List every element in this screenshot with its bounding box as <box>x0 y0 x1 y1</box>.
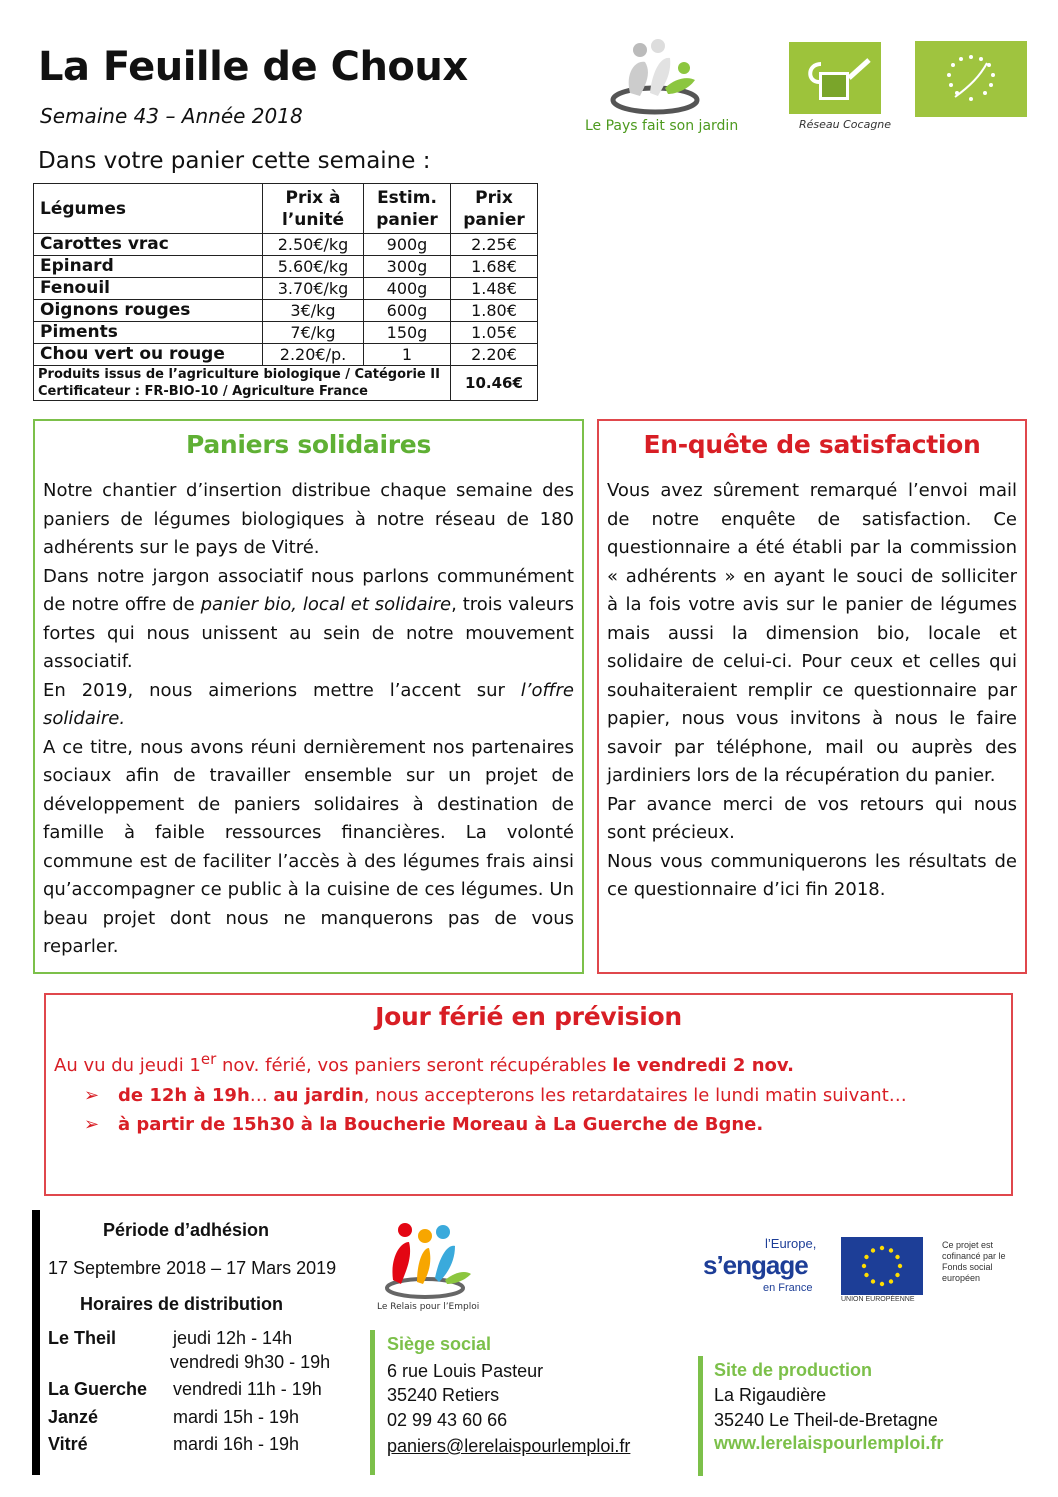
unit-price: 2.20€/p. <box>263 344 364 366</box>
estimate: 400g <box>364 278 451 300</box>
estimate: 300g <box>364 256 451 278</box>
siege-email-link[interactable]: paniers@lerelaispourlemploi.fr <box>387 1436 631 1456</box>
eu-flag-icon <box>841 1237 923 1295</box>
site-title: Site de production <box>714 1360 873 1380</box>
basket-price: 1.05€ <box>451 322 538 344</box>
table-row <box>34 322 538 344</box>
certification-note <box>34 366 451 401</box>
eu-cofinance-text: Ce projet est cofinancé par le Fonds social européen <box>942 1240 1006 1283</box>
page-title: La Feuille de Choux <box>38 44 468 90</box>
unit-price: 3.70€/kg <box>263 278 364 300</box>
ferie-bullet-2-text: à partir de 15h30 à la Boucherie Moreau à La Guerche de Bgne. <box>118 1114 764 1135</box>
unit-price: 3€/kg <box>263 300 364 322</box>
table-row <box>34 256 538 278</box>
unit-price: 7€/kg <box>263 322 364 344</box>
estimate: 1 <box>364 344 451 366</box>
solidaires-p2-text-end: , trois valeurs fortes qui nous unissent au sein de notre mouvement associatif. <box>43 594 574 672</box>
schedule-place: La Guerche <box>48 1379 148 1399</box>
site-divider-bar <box>698 1356 703 1476</box>
basket-price: 1.68€ <box>451 256 538 278</box>
siege-title: Siège social <box>387 1334 492 1354</box>
europe-label-2: s’engage <box>703 1250 808 1280</box>
solidaires-p2-emphasis: panier bio, local et solidaire <box>200 594 452 615</box>
siege-divider-bar <box>370 1330 375 1475</box>
ferie-bullet-1-rest: , nous accepterons les retardataires le lundi matin suivant… <box>363 1084 907 1106</box>
solidaires-title: Paniers solidaires <box>185 430 432 459</box>
col-header-estimate: Estim. panier <box>364 184 451 234</box>
website-link[interactable]: www.lerelaispourlemploi.fr <box>714 1433 944 1453</box>
schedule-time: mardi 15h - 19h <box>173 1407 300 1427</box>
siege-phone: 02 99 43 60 66 <box>387 1410 508 1430</box>
site-city: 35240 Le Theil-de-Bretagne <box>714 1410 938 1430</box>
basket-price: 2.20€ <box>451 344 538 366</box>
table-footer-row <box>34 366 538 401</box>
table-row <box>34 344 538 366</box>
siege-city: 35240 Retiers <box>387 1385 500 1405</box>
ferie-intro-date: le vendredi 2 nov. <box>612 1055 795 1076</box>
schedule-place: Vitré <box>48 1434 88 1454</box>
col-header-basket-price: Prix panier <box>451 184 538 234</box>
unit-price: 5.60€/kg <box>263 256 364 278</box>
produce-name: Fenouil <box>34 278 263 300</box>
ferie-bullet-1-place: au jardin <box>273 1084 364 1106</box>
ferie-intro <box>54 1045 1001 1081</box>
certification-line-2: Certificateur : FR-BIO-10 / Agriculture France <box>38 384 368 399</box>
pays-jardin-emblem-icon <box>600 38 710 118</box>
satisfaction-paragraph-1: Vous avez sûrement remarqué l’envoi mail de notre enquête de satisfaction. Ce questionnaire a été établi par la commission « adhérents » en ayant le souci de solliciter à la fois votre avis sur le panier de légumes mais aussi la dimension bio, locale et solidaire de celui-ci. Pour ceux et celles qui souhaiteraient remplir ce questionnaire par papier, nous vous invitons à nous le faire savoir par téléphone, mail ou auprès des jardiniers lors de la récupération du panier. <box>607 480 1017 786</box>
solidaires-p3-text: En 2019, nous aimerions mettre l’accent sur <box>43 679 521 701</box>
adhesion-title: Période d’adhésion <box>103 1220 270 1240</box>
eu-union-label: UNION EUROPÉENNE <box>841 1296 915 1303</box>
arrow-bullet-icon: ➢ <box>84 1114 100 1135</box>
schedule-place: Janzé <box>48 1407 99 1427</box>
satisfaction-body <box>607 477 1017 905</box>
pays-jardin-logo <box>585 38 755 138</box>
relais-people-icon <box>375 1218 475 1303</box>
satisfaction-panel <box>597 419 1027 974</box>
solidaires-p3-emphasis: l’offre solidaire. <box>43 679 574 729</box>
schedule-time: jeudi 12h - 14h <box>173 1328 293 1348</box>
produce-name: Oignons rouges <box>34 300 263 322</box>
ferie-bullet-2 <box>84 1110 1001 1140</box>
basket-total: 10.46€ <box>451 366 538 401</box>
solidaires-p2-text: Dans notre jargon associatif nous parlons communément de notre offre de <box>43 565 574 615</box>
schedule-place: Le Theil <box>48 1328 117 1348</box>
solidaires-paragraph-3 <box>43 677 574 734</box>
basket-heading: Dans votre panier cette semaine : <box>38 148 431 174</box>
ferie-bullet-1-ellipsis: … <box>249 1084 274 1106</box>
watering-can-icon <box>789 42 881 114</box>
solidaires-paragraph-2 <box>43 563 574 677</box>
table-row <box>34 278 538 300</box>
satisfaction-paragraph-2: Par avance merci de vos retours qui nous sont précieux. <box>607 793 1017 843</box>
table-row <box>34 300 538 322</box>
schedule-time: vendredi 9h30 - 19h <box>170 1352 331 1372</box>
paniers-solidaires-panel <box>33 419 584 974</box>
organic-leaf-icon <box>915 41 1027 117</box>
basket-price: 1.80€ <box>451 300 538 322</box>
col-header-legumes: Légumes <box>34 184 263 234</box>
ferie-bullet-1-text <box>118 1081 907 1111</box>
adhesion-dates: 17 Septembre 2018 – 17 Mars 2019 <box>48 1258 337 1278</box>
produce-name: Carottes vrac <box>34 234 263 256</box>
relais-emploi-logo <box>375 1218 480 1318</box>
ferie-intro-text: Au vu du jeudi 1 <box>54 1055 201 1076</box>
schedule-time: mardi 16h - 19h <box>173 1434 300 1454</box>
basket-price: 2.25€ <box>451 234 538 256</box>
ferie-title: Jour férié en prévision <box>375 1002 682 1031</box>
table-header-row <box>34 184 538 234</box>
ferie-bullet-1 <box>84 1081 1001 1111</box>
basket-price: 1.48€ <box>451 278 538 300</box>
schedule-time: vendredi 11h - 19h <box>173 1379 322 1399</box>
certification-line-1: Produits issus de l’agriculture biologique / Catégorie II <box>38 367 440 382</box>
estimate: 900g <box>364 234 451 256</box>
ferie-bullet-1-hours: de 12h à 19h <box>118 1084 250 1106</box>
site-name: La Rigaudière <box>714 1385 827 1405</box>
horaires-title: Horaires de distribution <box>80 1294 284 1314</box>
europe-label-1: l’Europe, <box>765 1236 817 1251</box>
eu-stars-icon <box>841 1237 923 1295</box>
eu-organic-leaf-logo <box>915 41 1027 117</box>
col-header-unit-price: Prix à l’unité <box>263 184 364 234</box>
produce-name: Epinard <box>34 256 263 278</box>
unit-price: 2.50€/kg <box>263 234 364 256</box>
pays-jardin-label: Le Pays fait son jardin <box>585 118 739 134</box>
siege-address: 6 rue Louis Pasteur <box>387 1361 544 1381</box>
ferie-intro-text-2: nov. férié, vos paniers seront récupérables <box>216 1055 613 1076</box>
produce-table <box>33 183 538 401</box>
jour-ferie-panel <box>44 993 1013 1196</box>
reseau-cocagne-logo <box>789 42 892 137</box>
arrow-bullet-icon: ➢ <box>84 1084 100 1106</box>
estimate: 150g <box>364 322 451 344</box>
estimate: 600g <box>364 300 451 322</box>
week-subtitle: Semaine 43 – Année 2018 <box>40 104 303 128</box>
satisfaction-title: En-quête de satisfaction <box>643 430 981 459</box>
produce-name: Piments <box>34 322 263 344</box>
solidaires-paragraph-4: A ce titre, nous avons réuni dernièrement nos partenaires sociaux afin de travailler ensemble sur un projet de développement de paniers solidaires à destination de famille à faible ressources financières. La volonté commune est de faciliter l’accès à des légumes frais ainsi qu’accompagner ce public à la cuisine de ces légumes. Un beau projet dont nous ne manquerons pas de vous reparler. <box>43 736 574 957</box>
europe-engage-logo <box>703 1236 823 1304</box>
europe-label-3: en France <box>763 1282 813 1294</box>
reseau-cocagne-label: Réseau Cocagne <box>799 118 892 131</box>
solidaires-paragraph-1: Notre chantier d’insertion distribue chaque semaine des paniers de légumes biologiques à notre réseau de 180 adhérents sur le pays de Vitré. <box>43 480 574 558</box>
ferie-intro-sup: er <box>200 1050 217 1068</box>
satisfaction-paragraph-3: Nous vous communiquerons les résultats de ce questionnaire d’ici fin 2018. <box>607 850 1017 900</box>
ferie-body <box>54 1045 1001 1140</box>
relais-emploi-label: Le Relais pour l’Emploi <box>377 1302 480 1312</box>
table-row <box>34 234 538 256</box>
solidaires-body <box>43 477 574 962</box>
produce-name: Chou vert ou rouge <box>34 344 263 366</box>
footer-divider-bar <box>32 1210 40 1475</box>
